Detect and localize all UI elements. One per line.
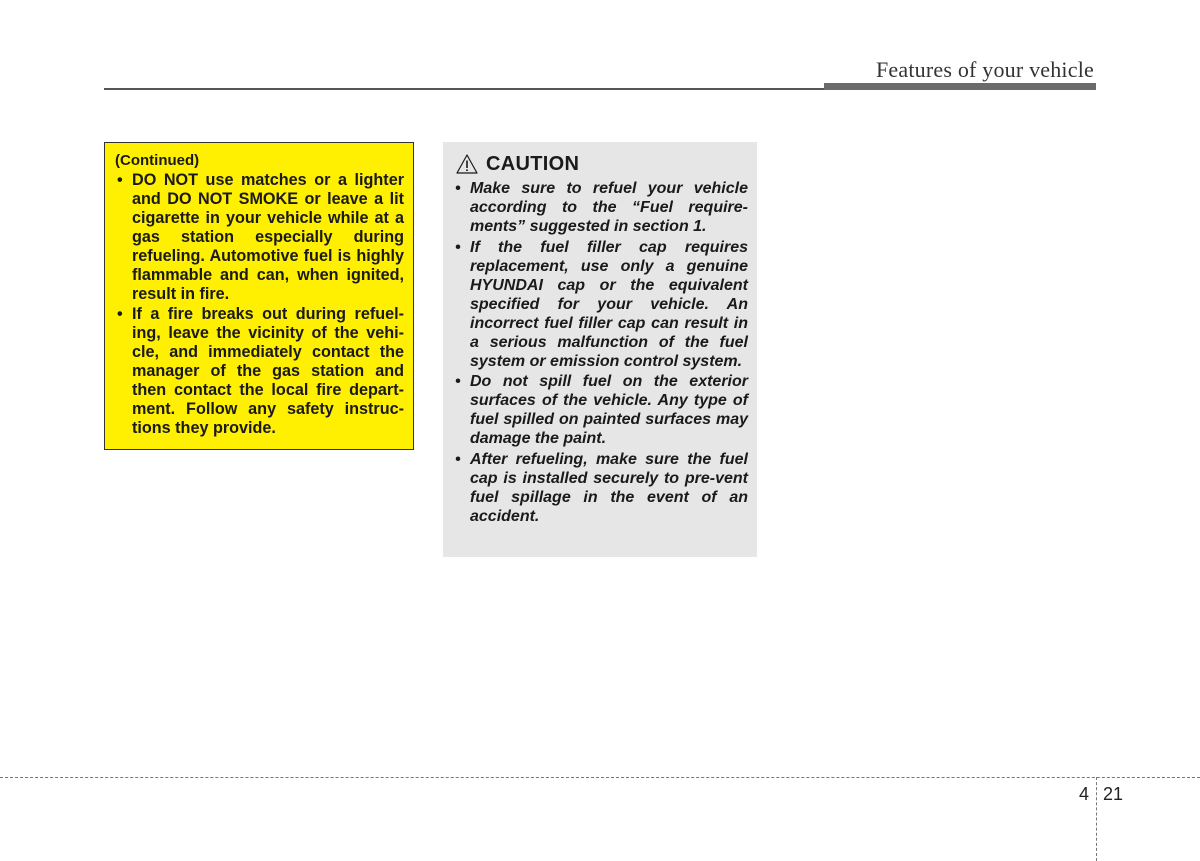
chapter-number: 4 (1079, 784, 1090, 804)
footer-page-divider (1096, 777, 1097, 861)
caution-item: • Make sure to refuel your vehicle according to the “Fuel require-ments” suggested in section 1. (453, 179, 748, 236)
header-rule (104, 88, 826, 90)
caution-item: • If the fuel filler cap requires replacement, use only a genuine HYUNDAI cap or the equivalent specified for your vehicle. An incorrect fuel filler cap can result in a serious malfunction of the fuel system or emission control system. (453, 238, 748, 371)
caution-item: • After refueling, make sure the fuel cap is installed securely to pre-vent fuel spillage in the event of an accident. (453, 450, 748, 526)
caution-header (453, 151, 748, 177)
footer-dashed-rule (0, 777, 1200, 778)
warning-item: • If a fire breaks out during refuel-ing, leave the vicinity of the vehi-cle, and immediately contact the manager of the gas station and then contact the local fire depart-ment. Follow any safety instruc-tions they provide. (115, 305, 404, 438)
warning-triangle-icon (456, 154, 478, 174)
warning-box (104, 142, 414, 450)
page-number: 21 (1103, 784, 1124, 804)
warning-list (115, 171, 404, 438)
caution-title: CAUTION (486, 152, 580, 175)
caution-box (443, 142, 757, 557)
caution-list (453, 179, 748, 526)
warning-item: • DO NOT use matches or a lighter and DO NOT SMOKE or leave a lit cigarette in your vehicle while at a gas station especially during refueling. Automotive fuel is highly flammable and can, when ignited, result in fire. (115, 171, 404, 304)
header-rule-accent (824, 83, 1096, 90)
continued-label: (Continued) (115, 152, 200, 169)
page-header-title: Features of your vehicle (875, 57, 1094, 82)
caution-item: • Do not spill fuel on the exterior surfaces of the vehicle. Any type of fuel spilled on painted surfaces may damage the paint. (453, 372, 748, 448)
